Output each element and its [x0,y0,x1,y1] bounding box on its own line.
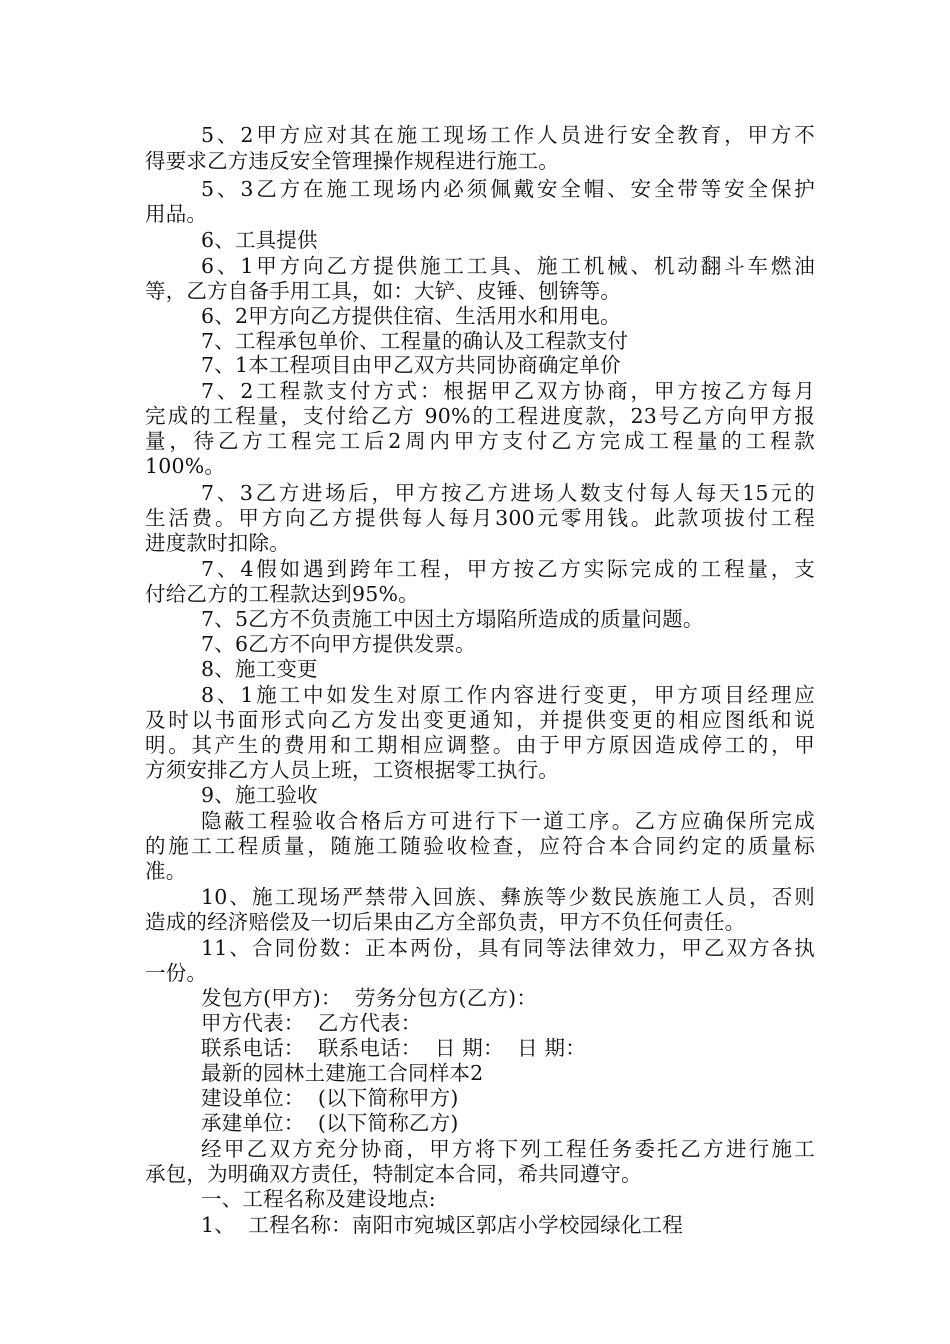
document-subtitle: 最新的园林土建施工合同样本2 [201,1061,484,1085]
text-line: 10、施工现场严禁带入回族、彝族等少数民族施工人员，否则 [201,885,815,909]
text-line: 完成的工程量，支付给乙方 90%的工程进度款，23号乙方向甲方报 [145,404,815,428]
text-line: 等，乙方自备手用工具，如：大铲、皮锤、刨锛等。 [145,279,622,303]
text-line: 6、1甲方向乙方提供施工工具、施工机械、机动翻斗车燃油 [201,254,815,278]
text-line: 生活费。甲方向乙方提供每人每月300元零用钱。此款项拔付工程 [145,506,815,530]
signature-line: 发包方(甲方)： 劳务分包方(乙方)： [201,986,538,1010]
text-line: 5、2甲方应对其在施工现场工作人员进行安全教育，甲方不 [201,123,815,147]
text-line: 经甲乙双方充分协商，甲方将下列工程任务委托乙方进行施工 [201,1137,815,1161]
text-line: 进度款时扣除。 [145,531,290,555]
text-line: 付给乙方的工程款达到95%。 [145,582,419,606]
text-line: 隐蔽工程验收合格后方可进行下一道工序。乙方应确保所完成 [201,809,815,833]
text-line: 量，待乙方工程完工后2周内甲方支付乙方完成工程量的工程款 [145,429,815,453]
text-line: 方须安排乙方人员上班，工资根据零工执行。 [145,758,559,782]
text-line: 7、1本工程项目由甲乙双方共同协商确定单价 [201,353,621,377]
text-line: 100%。 [145,454,226,478]
text-line: 8、1施工中如发生对原工作内容进行变更，甲方项目经理应 [201,683,815,707]
text-line: 6、2甲方向乙方提供住宿、生活用水和用电。 [201,304,621,328]
text-line: 的施工工程质量，随施工随验收检查，应符合本合同约定的质量标 [145,834,815,858]
section-heading: 7、工程承包单价、工程量的确认及工程款支付 [201,329,629,353]
text-line: 7、6乙方不向甲方提供发票。 [201,632,476,656]
text-line: 造成的经济赔偿及一切后果由乙方全部负责，甲方不负任何责任。 [145,910,746,934]
section-heading: 一、工程名称及建设地点: [201,1187,436,1211]
section-heading: 8、施工变更 [201,657,318,681]
text-line: 7、5乙方不负责施工中因土方塌陷所造成的质量问题。 [201,607,704,631]
text-line: 一份。 [145,961,208,985]
text-line: 准。 [145,859,187,883]
text-line: 承建单位： (以下简称乙方) [201,1111,459,1135]
text-line: 用品。 [145,202,208,226]
text-line: 7、3乙方进场后，甲方按乙方进场人数支付每人每天15元的 [201,481,815,505]
text-line: 得要求乙方违反安全管理操作规程进行施工。 [145,149,559,173]
text-line: 承包，为明确双方责任，特制定本合同，希共同遵守。 [145,1162,642,1186]
text-line: 7、4假如遇到跨年工程，甲方按乙方实际完成的工程量，支 [201,557,815,581]
text-line: 明。其产生的费用和工期相应调整。由于甲方原因造成停工的，甲 [145,733,815,757]
text-line: 1、 工程名称：南阳市宛城区郭店小学校园绿化工程 [201,1213,684,1237]
text-line: 建设单位： (以下简称甲方) [201,1086,459,1110]
signature-line: 甲方代表： 乙方代表： [201,1011,422,1035]
section-heading: 9、施工验收 [201,783,318,807]
text-line: 及时以书面形式向乙方发出变更通知，并提供变更的相应图纸和说 [145,708,815,732]
signature-line: 联系电话： 联系电话： 日 期： 日 期： [201,1036,586,1060]
text-line: 7、2工程款支付方式：根据甲乙双方协商，甲方按乙方每月 [201,379,815,403]
text-line: 5、3乙方在施工现场内必须佩戴安全帽、安全带等安全保护 [201,177,815,201]
text-line: 11、合同份数：正本两份，具有同等法律效力，甲乙双方各执 [201,936,815,960]
section-heading: 6、工具提供 [201,228,318,252]
